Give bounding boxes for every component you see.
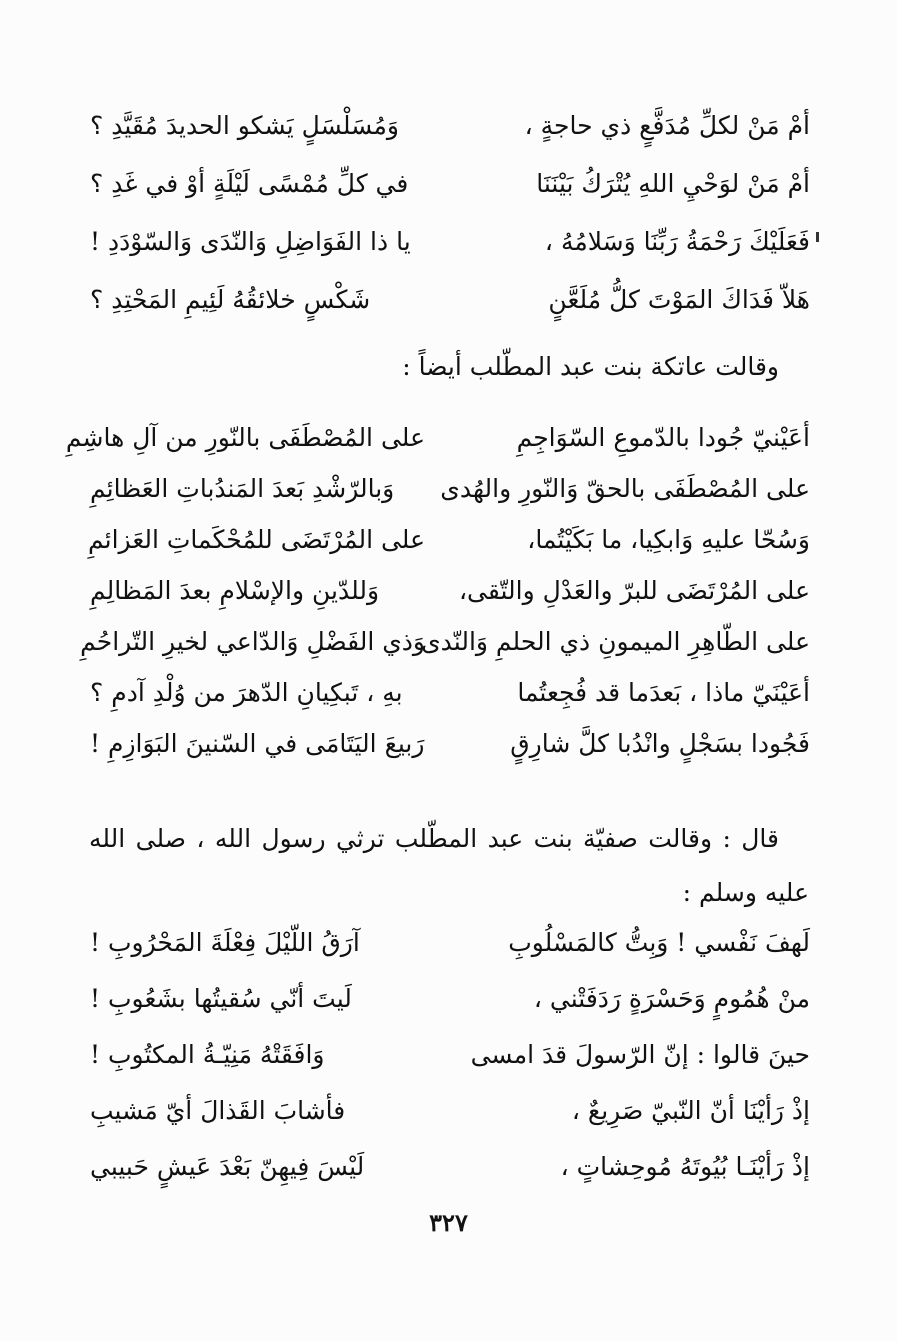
verse (90, 930, 810, 986)
verse (90, 476, 810, 527)
margin-mark (816, 232, 819, 242)
hemistich-first: هَلاّ فَدَاكَ المَوْتَ كلُّ مُلَعَّنٍ (548, 285, 810, 314)
verse (90, 680, 810, 731)
hemistich-first: منْ هُمُومٍ وَحَسْرَةٍ رَدَفَتْني ، (533, 984, 810, 1013)
verse (90, 113, 810, 171)
verse (90, 229, 810, 287)
hemistich-first: على المُصْطَفَى بالحقّ وَالنّورِ والهُدى (440, 474, 810, 503)
hemistich-first: على المُرْتَضَى للبرّ والعَدْلِ والتّقى، (458, 576, 810, 605)
verse (65, 423, 810, 476)
verse (87, 525, 810, 578)
verse (90, 731, 810, 782)
hemistich-first: فَعَلَيْكَ رَحْمَةُ رَبِّنَا وَسَلامُهُ ، (544, 227, 810, 256)
hemistich-second: لَيتَ أنّي سُقيتُها بشَعُوبِ ! (90, 984, 352, 1013)
hemistich-second: وَللدّينِ والإسْلامِ بعدَ المَظالِمِ (90, 576, 380, 605)
verse (90, 1154, 810, 1210)
hemistich-second: وَمُسَلْسَلٍ يَشكو الحديدَ مُقَيَّدِ ؟ (90, 111, 399, 140)
hemistich-first: إذْ رَأيْنَا أنّ النّبيّ صَرِيعٌ ، (571, 1096, 810, 1125)
hemistich-second: آرَقُ اللّيْلَ فِعْلَةَ المَحْرُوبِ ! (90, 928, 360, 957)
verse (90, 1042, 810, 1098)
verse (90, 287, 810, 345)
hemistich-second: في كلِّ مُمْسًى لَيْلَةٍ أوْ في غَدِ ؟ (90, 169, 409, 198)
hemistich-second: وَافَقَتْهُ مَنِيّـةُ المكتُوبِ ! (90, 1040, 325, 1069)
verse (90, 1098, 810, 1154)
verse (80, 627, 810, 680)
verse (90, 171, 810, 229)
section-heading: قال : وقالت صفيّة بنت عبد المطّلب ترثي رسول الله ، صلى الله عليه وسلم : (89, 824, 809, 907)
hemistich-first: على الطّاهِرِ الميمونِ ذي الحلمِ وَالنّدى (421, 627, 810, 656)
verse (90, 986, 810, 1042)
page-number: ٣٢٧ (429, 1208, 468, 1237)
hemistich-second: فأشابَ القَذالَ أيّ مَشيبِ (90, 1096, 346, 1125)
hemistich-first: لَهفَ نَفْسي ! وَبِتُّ كالمَسْلُوبِ (508, 928, 810, 957)
hemistich-second: لَيْسَ فِيهِنّ بَعْدَ عَيشٍ حَبيبي (90, 1152, 365, 1181)
hemistich-second: وَبالرّشْدِ بَعدَ المَندُباتِ العَظائِمِ (90, 474, 395, 503)
hemistich-first: إذْ رَأيْنَـا بُيُوتَهُ مُوحِشاتٍ ، (560, 1152, 810, 1181)
poem-2 (65, 423, 810, 782)
hemistich-second: على المُصْطَفَى بالنّورِ من آلِ هاشِمِ (65, 423, 425, 452)
hemistich-first: وَسُحّا عليهِ وَابكِيا، ما بَكَيْتُما، (527, 525, 810, 554)
poem-1 (90, 113, 810, 345)
hemistich-second: على المُرْتَضَى للمُحْكَماتِ العَزائمِ (87, 525, 425, 554)
hemistich-first: حينَ قالوا : إنّ الرّسولَ قدَ امسى (470, 1040, 810, 1069)
hemistich-second: رَبيعَ اليَتَامَى في السّنينَ البَوَازِمِ ! (90, 729, 425, 758)
poem-3 (90, 930, 810, 1210)
hemistich-first: أعَيْنَيّ ماذا ، بَعدَما قد فُجِعتُما (517, 678, 810, 707)
hemistich-first: أمْ مَنْ لوَحْيِ اللهِ يُتْرَكُ بَيْنَنَا (536, 169, 810, 198)
hemistich-second: يا ذا الفَوَاضِلِ وَالنّدَى وَالسّوْدَدِ ! (90, 227, 411, 256)
section-heading: وقالت عاتكة بنت عبد المطّلب أيضاً : (402, 352, 779, 381)
hemistich-first: فَجُودا بسَجْلٍ وانْدُبا كلَّ شارِقٍ (510, 729, 810, 758)
hemistich-second: وَذي الفَضْلِ وَالدّاعي لخيرِ التّراحُمِ (80, 627, 425, 656)
verse (90, 578, 810, 629)
hemistich-first: أمْ مَنْ لكلِّ مُدَفَّعٍ ذي حاجةٍ ، (524, 111, 810, 140)
hemistich-first: أعَيْنيّ جُودا بالدّموعِ السّوَاجِمِ (516, 423, 810, 452)
hemistich-second: بهِ ، تَبكِيانِ الدّهرَ من وُلْدِ آدمِ ؟ (90, 678, 403, 707)
hemistich-second: شَكْسٍ خلائقُهُ لَئِيمِ المَحْتِدِ ؟ (90, 285, 371, 314)
